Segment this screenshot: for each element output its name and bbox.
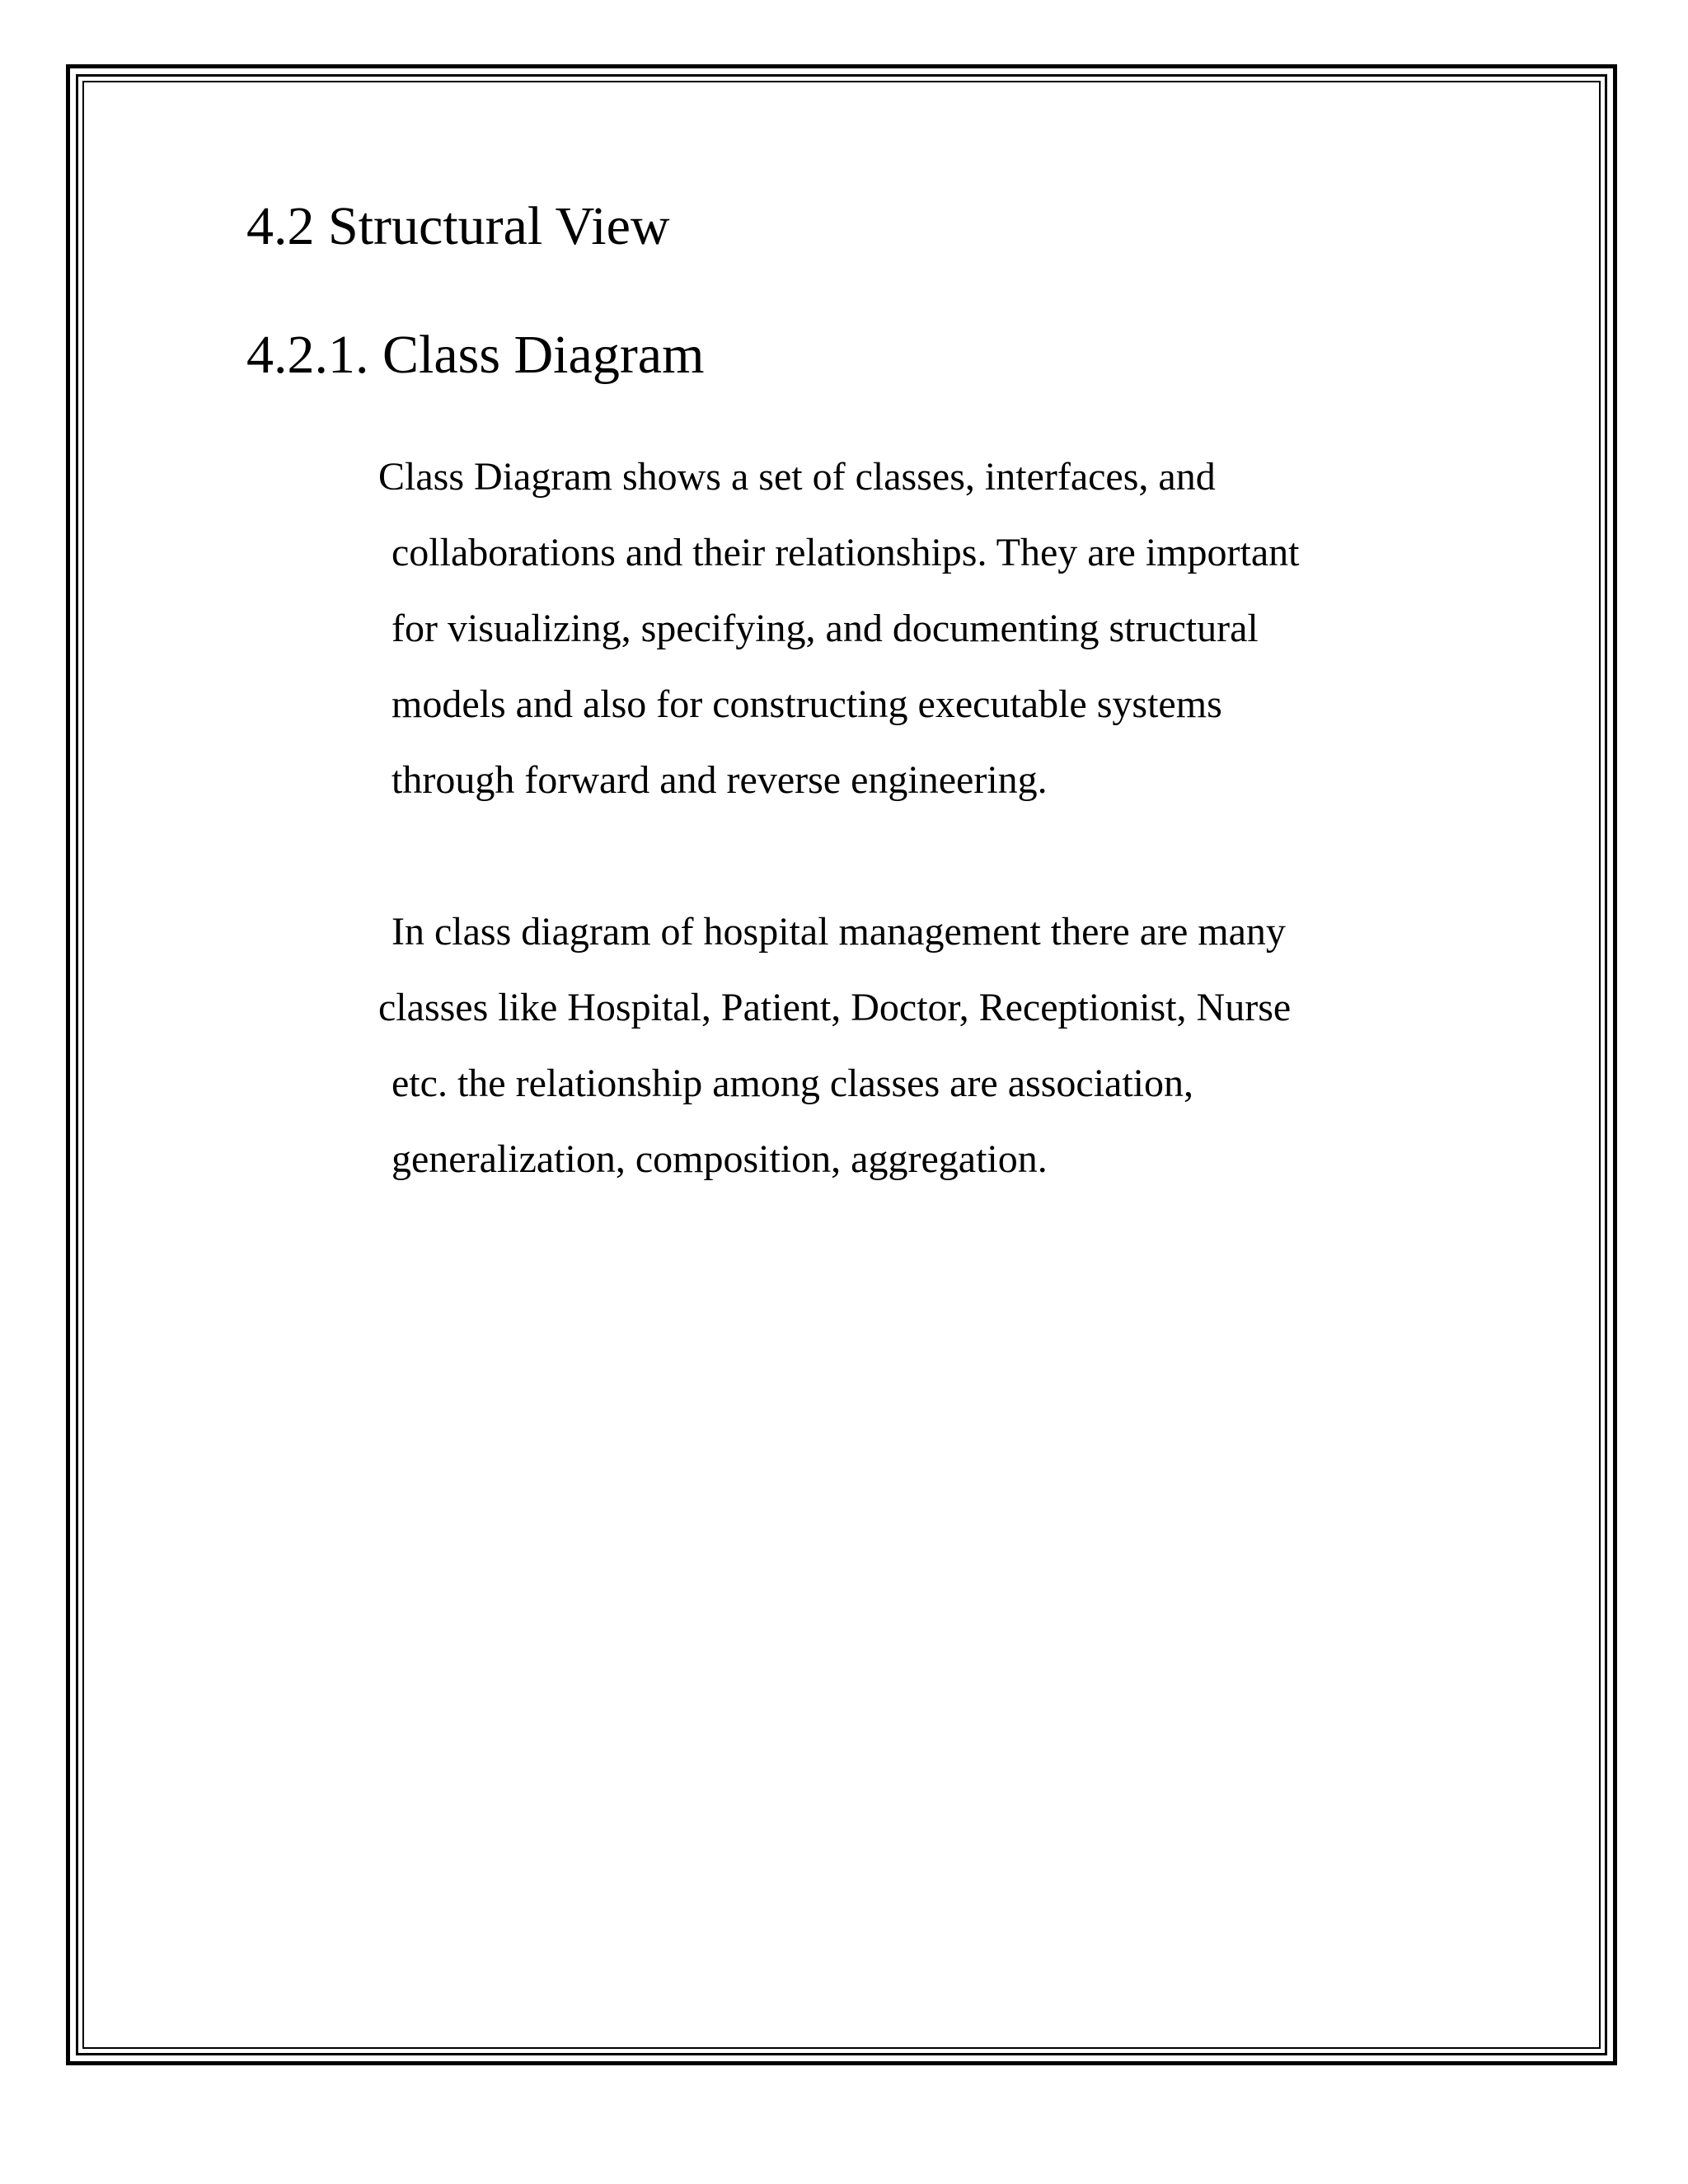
paragraph-line: through forward and reverse engineering. bbox=[392, 758, 1048, 802]
paragraph-line: classes like Hospital, Patient, Doctor, Receptionist, Nurse bbox=[378, 986, 1292, 1029]
paragraph-line: generalization, composition, aggregation. bbox=[392, 1137, 1048, 1181]
paragraph-line: In class diagram of hospital management there are many bbox=[392, 910, 1286, 954]
paragraph-line: etc. the relationship among classes are association, bbox=[392, 1062, 1194, 1105]
paragraph-line: for visualizing, specifying, and documenting structural bbox=[392, 607, 1259, 650]
section-heading: 4.2 Structural View bbox=[246, 196, 670, 256]
paragraph-line: models and also for constructing executable systems bbox=[392, 682, 1222, 726]
paragraph-line: collaborations and their relationships. They are important bbox=[392, 531, 1300, 574]
paragraph-line: Class Diagram shows a set of classes, interfaces, and bbox=[378, 455, 1216, 499]
subsection-heading: 4.2.1. Class Diagram bbox=[246, 325, 705, 385]
